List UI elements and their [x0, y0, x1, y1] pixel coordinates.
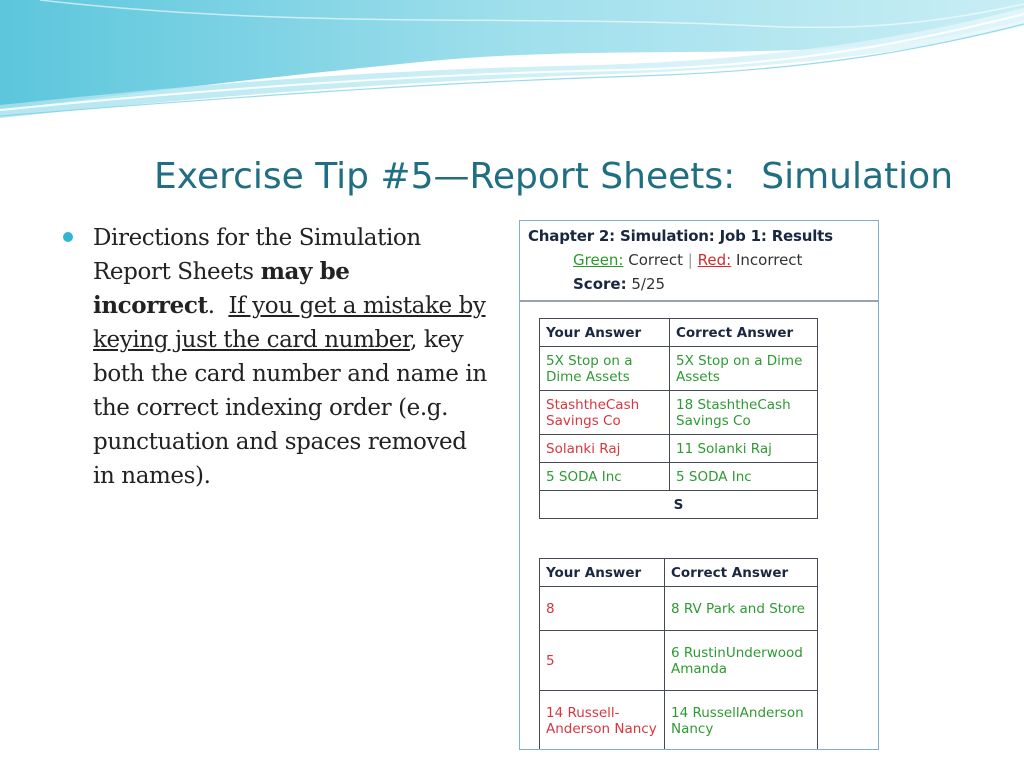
table-footer-row: [540, 491, 818, 519]
your-answer-cell: 5: [540, 631, 665, 691]
legend-green-label[interactable]: Green:: [573, 251, 624, 269]
your-answer-cell: 8: [540, 587, 665, 631]
column-header-correct-answer: Correct Answer: [665, 559, 818, 587]
correct-answer-cell: 14 RussellAnderson Nancy: [665, 691, 818, 751]
correct-answer-cell: 18 StashtheCash Savings Co: [670, 391, 818, 435]
divider: [520, 300, 878, 302]
column-header-your-answer: Your Answer: [540, 559, 665, 587]
table-row: [540, 587, 818, 631]
table-footer-cell: S: [540, 491, 818, 519]
bullet-text: [93, 221, 493, 493]
table-row: [540, 463, 818, 491]
legend-incorrect-text: Incorrect: [735, 251, 803, 269]
correct-answer-cell: 5 SODA Inc: [670, 463, 818, 491]
answers-table-2: [539, 558, 818, 750]
table-row: [540, 691, 818, 751]
correct-answer-cell: 11 Solanki Raj: [670, 435, 818, 463]
your-answer-cell: 5 SODA Inc: [540, 463, 670, 491]
wave-banner: [0, 0, 1024, 130]
slide-title-main: Exercise Tip #5—Report Sheets:: [154, 156, 736, 197]
table-header-row: [540, 319, 818, 347]
slide-title: [154, 152, 1004, 202]
results-legend: [573, 251, 802, 269]
answers-table-1: [539, 318, 818, 519]
score-label: Score:: [573, 275, 627, 293]
bullet-intro: Directions for the Simulation Report Sheets: [93, 225, 421, 285]
legend-separator: |: [687, 251, 693, 269]
score-value: 5/25: [631, 275, 666, 293]
bullet-underlined: If you get a mistake by keying just the card number: [93, 293, 486, 353]
score-line: [573, 275, 665, 293]
column-header-your-answer: Your Answer: [540, 319, 670, 347]
correct-answer-cell: 6 RustinUnderwood Amanda: [665, 631, 818, 691]
table-row: [540, 391, 818, 435]
your-answer-cell: 5X Stop on a Dime Assets: [540, 347, 670, 391]
table-header-row: [540, 559, 818, 587]
your-answer-cell: StashtheCash Savings Co: [540, 391, 670, 435]
slide-title-sub: Simulation: [761, 156, 954, 197]
your-answer-cell: 14 Russell-Anderson Nancy: [540, 691, 665, 751]
legend-red-label[interactable]: Red:: [697, 251, 732, 269]
correct-answer-cell: 8 RV Park and Store: [665, 587, 818, 631]
table-row: [540, 631, 818, 691]
bullet-emphasis: may be incorrect: [93, 258, 350, 319]
results-heading: Chapter 2: Simulation: Job 1: Results: [528, 227, 833, 245]
bullet-period: .: [207, 293, 229, 319]
column-header-correct-answer: Correct Answer: [670, 319, 818, 347]
correct-answer-cell: 5X Stop on a Dime Assets: [670, 347, 818, 391]
bullet-rest: , key both the card number and name in the correct indexing order (e.g. punctuation and spaces removed in names).: [93, 327, 487, 489]
your-answer-cell: Solanki Raj: [540, 435, 670, 463]
bullet-dot-icon: [63, 232, 73, 242]
results-screenshot: [519, 220, 879, 750]
legend-correct-text: Correct: [628, 251, 684, 269]
table-row: [540, 435, 818, 463]
table-row: [540, 347, 818, 391]
